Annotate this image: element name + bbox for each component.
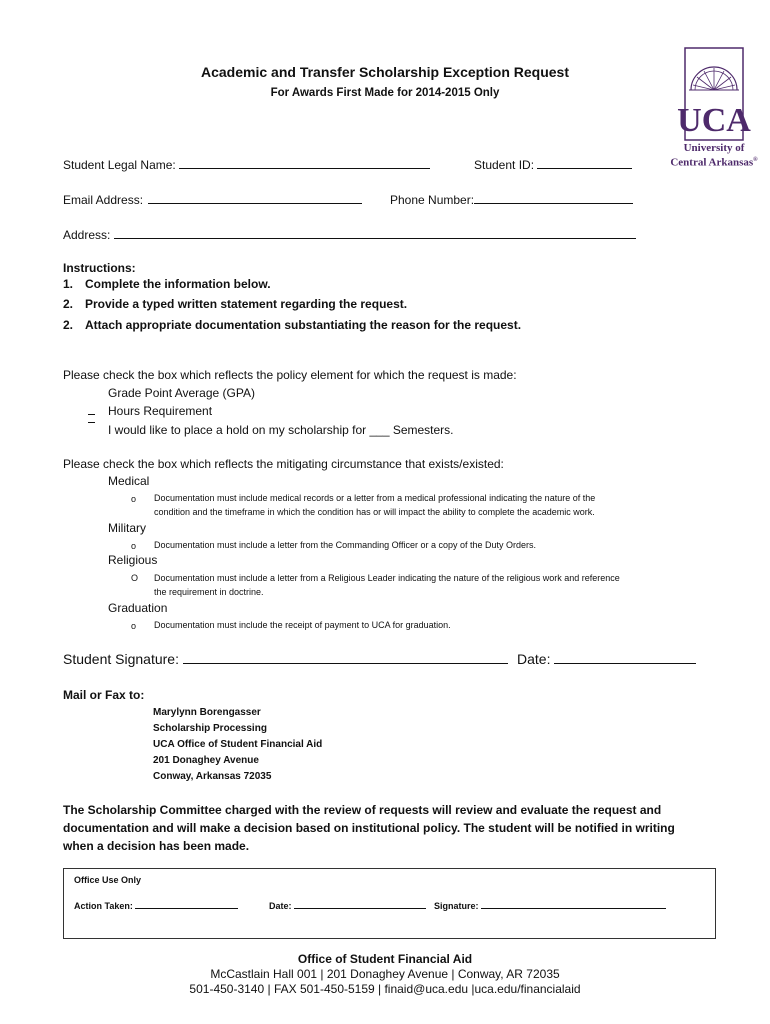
mail-line: UCA Office of Student Financial Aid [153,739,323,750]
email-field[interactable] [148,192,362,204]
policy-option-hours[interactable]: Hours Requirement [108,404,213,418]
bullet-icon: o [131,541,137,551]
instruction-item: 2. Provide a typed written statement regarding the request. [63,297,408,311]
logo-line-2: Central Arkansas [670,156,754,169]
circumstance-religious[interactable]: Religious [108,553,158,567]
phone-field[interactable] [474,192,633,204]
page-subtitle: For Awards First Made for 2014-2015 Only [270,87,500,99]
signature-date-row [517,650,696,667]
circumstance-note: condition and the timeframe in which the condition has or will impact the ability to complete the academic work. [154,507,595,517]
student-name-field[interactable] [179,157,430,169]
office-signature-row [434,899,666,911]
mail-line: Scholarship Processing [153,723,267,734]
policy-option-hold[interactable]: I would like to place a hold on my scholarship for ___ Semesters. [108,423,454,437]
signature-date-label: Date: [517,651,551,667]
office-use-box [63,868,716,939]
student-name-row [63,157,430,172]
office-use-title: Office Use Only [74,875,142,885]
policy-checkbox-hold[interactable] [88,422,95,423]
email-row [63,192,362,207]
circumstance-military[interactable]: Military [108,521,146,535]
phone-row [390,192,633,207]
mail-address [153,705,322,785]
bullet-icon: o [131,621,137,631]
office-date-field[interactable] [294,899,426,909]
action-taken-row [74,899,238,911]
office-signature-field[interactable] [481,899,666,909]
address-row [63,227,636,242]
instruction-item: 1. Complete the information below. [63,277,271,291]
page-title: Academic and Transfer Scholarship Exception Request [201,64,569,80]
phone-label: Phone Number: [390,193,475,207]
action-taken-label: Action Taken: [74,901,133,911]
logo-line-1: University of [683,142,745,154]
office-date-row [269,899,426,911]
circumstance-note: Documentation must include a letter from a Religious Leader indicating the nature of the religious work and reference [154,573,620,583]
policy-prompt: Please check the box which reflects the policy element for which the request is made: [63,368,517,382]
signature-date-field[interactable] [554,650,696,664]
circumstance-prompt: Please check the box which reflects the mitigating circumstance that exists/existed: [63,457,504,471]
committee-statement: The Scholarship Committee charged with the review of requests will review and evaluate the request and documentation and will make a decision based on institutional policy. The student will be notified in writing when a decision has been made. [63,803,675,853]
circumstance-note: Documentation must include medical records or a letter from a medical professional indicating the nature of the [154,493,596,503]
policy-option-gpa[interactable]: Grade Point Average (GPA) [108,386,255,400]
circumstance-note: the requirement in doctrine. [154,587,264,597]
instruction-item: 2. Attach appropriate documentation substantiating the reason for the request. [63,318,522,332]
footer-contact: 501-450-3140 | FAX 501-450-5159 | finaid@uca.edu |uca.edu/financialaid [189,982,581,996]
mail-line: 201 Donaghey Avenue [153,755,259,766]
circumstance-medical[interactable]: Medical [108,474,150,488]
uca-mark: UCA [677,102,751,139]
footer-office-name: Office of Student Financial Aid [297,952,473,966]
signature-row [63,650,508,667]
address-field[interactable] [114,227,636,239]
address-label: Address: [63,228,111,242]
policy-checkbox-hours[interactable] [88,414,95,415]
signature-field[interactable] [183,650,508,664]
email-label: Email Address: [63,193,144,207]
student-id-field[interactable] [537,157,632,169]
office-signature-label: Signature: [434,901,479,911]
circumstance-note: Documentation must include a letter from the Commanding Officer or a copy of the Duty Orders. [154,540,537,550]
mail-line: Marylynn Borengasser [153,707,261,718]
circumstance-note: Documentation must include the receipt of payment to UCA for graduation. [154,620,451,630]
student-name-label: Student Legal Name: [63,158,176,172]
student-id-row [474,157,632,172]
office-date-label: Date: [269,901,292,911]
signature-label: Student Signature: [63,651,179,667]
bullet-icon: O [131,573,139,583]
footer-address: McCastlain Hall 001 | 201 Donaghey Avenue | Conway, AR 72035 [210,967,560,981]
action-taken-field[interactable] [135,899,238,909]
bullet-icon: o [131,494,137,504]
mail-heading: Mail or Fax to: [63,688,145,702]
logo-tm: ® [753,157,758,163]
mail-line: Conway, Arkansas 72035 [153,771,272,782]
instructions-heading: Instructions: [63,261,136,275]
circumstance-graduation[interactable]: Graduation [108,601,168,615]
student-id-label: Student ID: [474,158,535,172]
